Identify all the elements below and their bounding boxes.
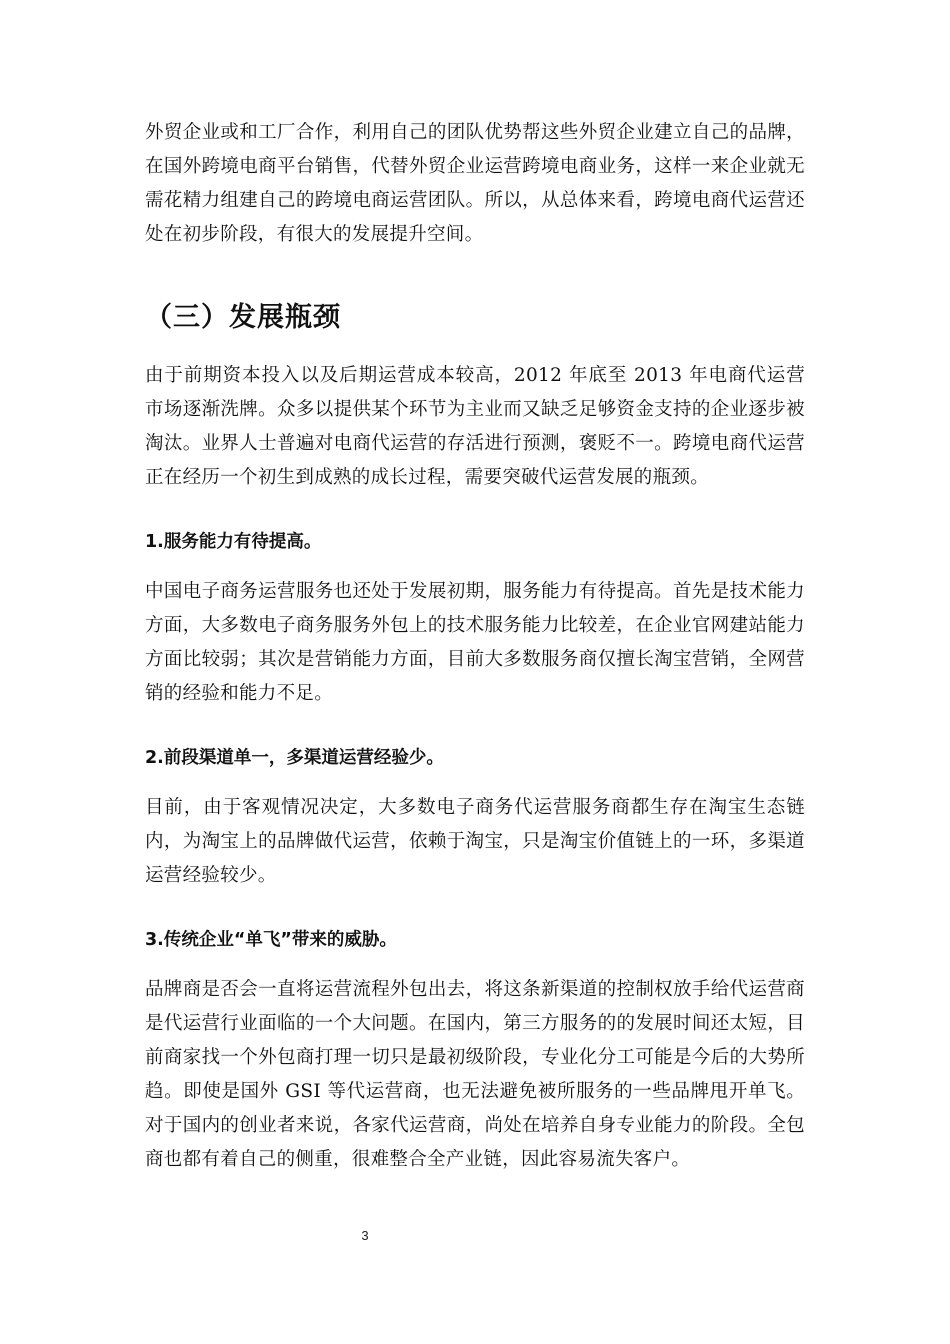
paragraph-service-capability: 中国电子商务运营服务也还处于发展初期，服务能力有待提高。首先是技术能力方面，大多数电子商务服务外包上的技术服务能力比较差，在企业官网建站能力方面比较弱；其次是营销能力方面，目前大多数服务商仅擅长淘宝营销，全网营销的经验和能力不足。: [145, 581, 805, 704]
subheading-service-capability: 1.服务能力有待提高。: [145, 532, 322, 552]
subheading-going-solo-threat: 3.传统企业“单飞”带来的威胁。: [145, 930, 397, 950]
paragraph-going-solo-threat: 品牌商是否会一直将运营流程外包出去，将这条新渠道的控制权放手给代运营商是代运营行业面临的一个大问题。在国内，第三方服务的的发展时间还太短，目前商家找一个外包商打理一切只是最初级阶段，专业化分工可能是今后的大势所趋。即使是国外 GSI 等代运营商，也无法避免被所服务的一些品牌甩开单飞。对于国内的创业者来说，各家代运营商，尚处在培养自身专业能力的阶段。全包商也都有着自己的侧重，很难整合全产业链，因此容易流失客户。: [145, 979, 805, 1170]
paragraph-bottleneck-intro: 由于前期资本投入以及后期运营成本较高，2012 年底至 2013 年电商代运营市场逐渐洗牌。众多以提供某个环节为主业而又缺乏足够资金支持的企业逐步被淘汰。业界人士普遍对电商代运营的存活进行预测，褒贬不一。跨境电商代运营正在经历一个初生到成熟的成长过程，需要突破代运营发展的瓶颈。: [145, 365, 805, 488]
paragraph-single-channel: 目前，由于客观情况决定，大多数电子商务代运营服务商都生存在淘宝生态链内，为淘宝上的品牌做代运营，依赖于淘宝，只是淘宝价值链上的一环，多渠道运营经验较少。: [145, 797, 805, 886]
section-heading: （三）发展瓶颈: [145, 302, 341, 333]
page-number: 3: [361, 1228, 369, 1243]
paragraph-intro: 外贸企业或和工厂合作，利用自己的团队优势帮这些外贸企业建立自己的品牌，在国外跨境电商平台销售，代替外贸企业运营跨境电商业务，这样一来企业就无需花精力组建自己的跨境电商运营团队。所以，从总体来看，跨境电商代运营还处在初步阶段，有很大的发展提升空间。: [145, 122, 805, 245]
subheading-single-channel: 2.前段渠道单一，多渠道运营经验少。: [145, 748, 444, 768]
